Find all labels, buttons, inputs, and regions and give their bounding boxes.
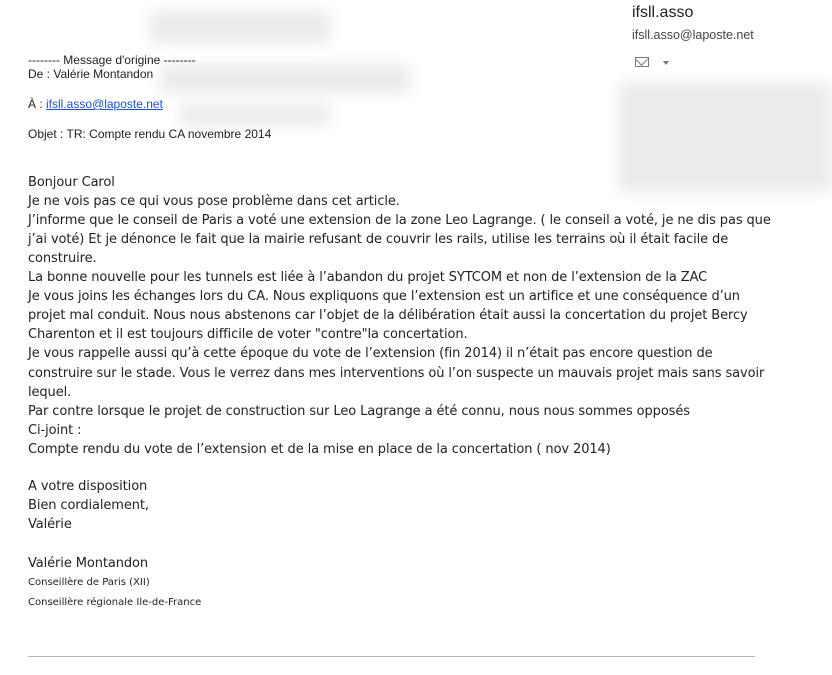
body-line: Je vous joins les échanges lors du CA. Nous expliquons que l’extension est un artifice et une conséquence d’un: [28, 289, 740, 305]
closing-line: A votre disposition: [28, 479, 148, 494]
signature-name: Valérie Montandon: [28, 556, 149, 571]
sender-email: ifsll.asso@laposte.net: [632, 28, 754, 42]
signature-title-1: Conseillère de Paris (XII): [28, 577, 150, 588]
from-line: [28, 67, 153, 81]
forward-separator: -------- Message d'origine --------: [28, 53, 196, 67]
mail-icon[interactable]: [635, 57, 649, 67]
body-line: Charenton et il est toujours difficile de voter "contre"la concertation.: [28, 327, 468, 343]
to-email-link[interactable]: ifsll.asso@laposte.net: [46, 97, 163, 111]
redacted-area-sender: [618, 82, 832, 192]
chevron-down-icon[interactable]: [663, 61, 669, 65]
body-line: Ci-joint :: [28, 422, 82, 438]
body-line: La bonne nouvelle pour les tunnels est liée à l’abandon du projet SYTCOM et non de l’extension de la ZAC: [28, 270, 708, 286]
subject-label: Objet :: [28, 127, 64, 141]
closing-line: Valérie: [28, 517, 72, 532]
subject-line: [28, 127, 271, 141]
sender-name: ifsll.asso: [632, 4, 694, 21]
redacted-area-from: [160, 64, 410, 94]
closing-line: Bien cordialement,: [28, 498, 149, 513]
redacted-area-top: [150, 10, 330, 44]
footer-divider: [28, 656, 755, 657]
body-line: lequel.: [28, 384, 72, 400]
redacted-area-to: [180, 104, 330, 126]
body-line: Bonjour Carol: [28, 175, 115, 190]
body-line: construire sur le stade. Vous le verrez dans mes interventions où l’on suspecte un mauvais projet mais sans savoir: [28, 365, 765, 381]
from-label: De :: [28, 67, 51, 81]
body-line: construire.: [28, 251, 97, 267]
to-label: À :: [28, 97, 43, 111]
body-line: Je ne vois pas ce qui vous pose problème dans cet article.: [28, 194, 400, 210]
subject-value: TR: Compte rendu CA novembre 2014: [66, 127, 272, 141]
body-line: Par contre lorsque le projet de construction sur Leo Lagrange a été connu, nous nous sommes opposés: [28, 403, 690, 419]
body-line: Je vous rappelle aussi qu’à cette époque du vote de l’extension (fin 2014) il n’était pas encore question de: [28, 346, 713, 362]
body-line: Compte rendu du vote de l’extension et de la mise en place de la concertation ( nov 2014): [28, 441, 611, 457]
body-line: J’informe que le conseil de Paris a voté une extension de la zone Leo Lagrange. ( le conseil a voté, je ne dis pas que: [28, 213, 771, 229]
to-line: [28, 97, 163, 111]
body-line: projet mal conduit. Nous nous abstenons car l’objet de la délibération était aussi la concertation du projet Bercy: [28, 308, 748, 324]
signature-title-2: Conseillère régionale Ile-de-France: [28, 597, 202, 608]
from-value: Valérie Montandon: [53, 67, 154, 81]
body-line: j’ai voté) Et je dénonce le fait que la mairie refusant de couvrir les rails, utilise les terrains où il était facile de: [28, 232, 729, 248]
